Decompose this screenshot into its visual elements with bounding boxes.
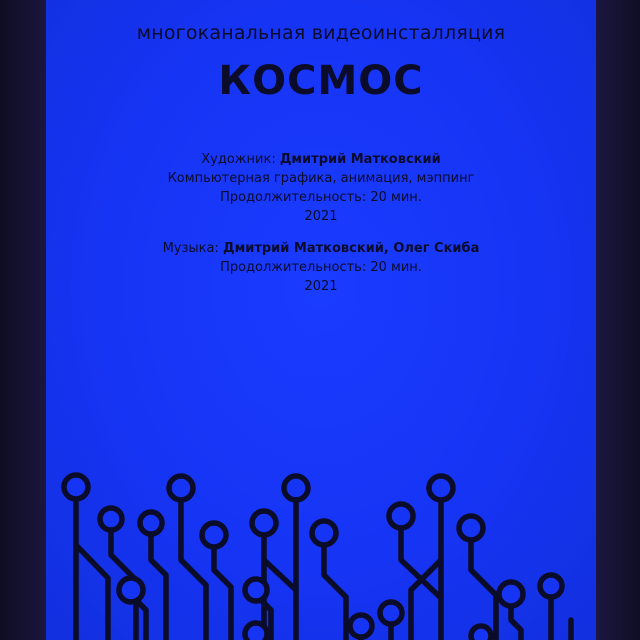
artist-duration: Продолжительность: 20 мин. xyxy=(220,190,422,205)
music-label: Музыка: xyxy=(162,241,224,256)
poster-subtitle: многоканальная видеоинсталляция xyxy=(136,22,506,44)
dark-surround-left xyxy=(0,0,48,640)
poster-panel xyxy=(46,0,596,640)
artist-year: 2021 xyxy=(304,209,338,224)
music-names: Дмитрий Матковский, Олег Скиба xyxy=(223,241,480,256)
artist-role: Компьютерная графика, анимация, мэппинг xyxy=(167,171,475,186)
music-year: 2021 xyxy=(304,279,338,294)
dark-surround-right xyxy=(592,0,640,640)
artist-label: Художник: xyxy=(201,152,280,167)
artist-name: Дмитрий Матковский xyxy=(279,152,441,167)
circuit-tree-pattern xyxy=(46,0,596,640)
music-duration: Продолжительность: 20 мин. xyxy=(220,260,422,275)
poster-title: КОСМОС xyxy=(218,58,424,104)
